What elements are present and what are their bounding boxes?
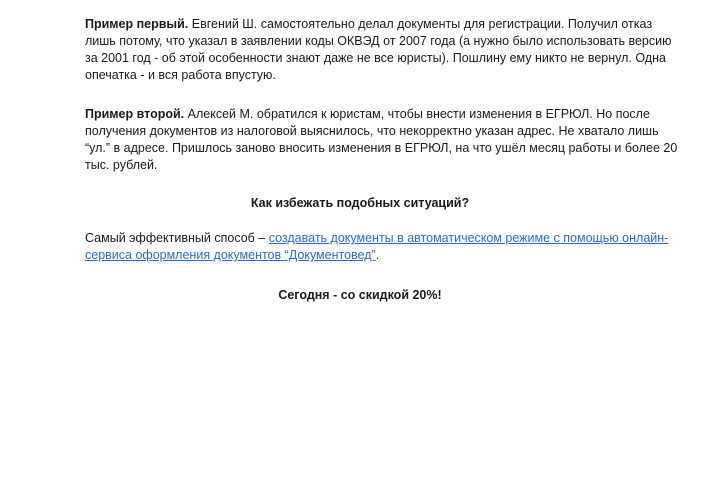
example-first-text: Евгений Ш. самостоятельно делал документы для регистрации. Получил отказ лишь потому, что указал в заявлении коды ОКВЭД от 2007 года (а нужно было использовать версию за 2001 год - об этой особенности знают даже не все юристы). Пошлину ему никто не вернул. Одна опечатка - и вся работа впустую. — [85, 17, 672, 82]
question-heading: Как избежать подобных ситуаций? — [250, 196, 470, 210]
solution-text: Самый эффективный способ – — [85, 231, 269, 245]
service-link[interactable]: создавать документы в автоматическом режиме с помощью онлайн-сервиса оформления документов “Документовед” — [85, 231, 669, 262]
example-second-text: Алексей М. обратился к юристам, чтобы внести изменения в ЕГРЮЛ. Но после получения документов из налоговой выяснилось, что некорректно указан адрес. Не хватало лишь “ул.” в адресе. Пришлось заново вносить изменения в ЕГРЮЛ, на что ушёл месяц работы и более 20 тыс. рублей. — [85, 107, 678, 172]
example-second-paragraph — [85, 106, 685, 174]
solution-end: . — [375, 248, 380, 262]
discount-offer: Сегодня - со скидкой 20%! — [278, 288, 442, 302]
example-first-paragraph — [85, 16, 685, 84]
example-first-lead: Пример первый. — [85, 17, 189, 31]
solution-paragraph — [85, 230, 685, 264]
example-second-lead: Пример второй. — [85, 107, 185, 121]
